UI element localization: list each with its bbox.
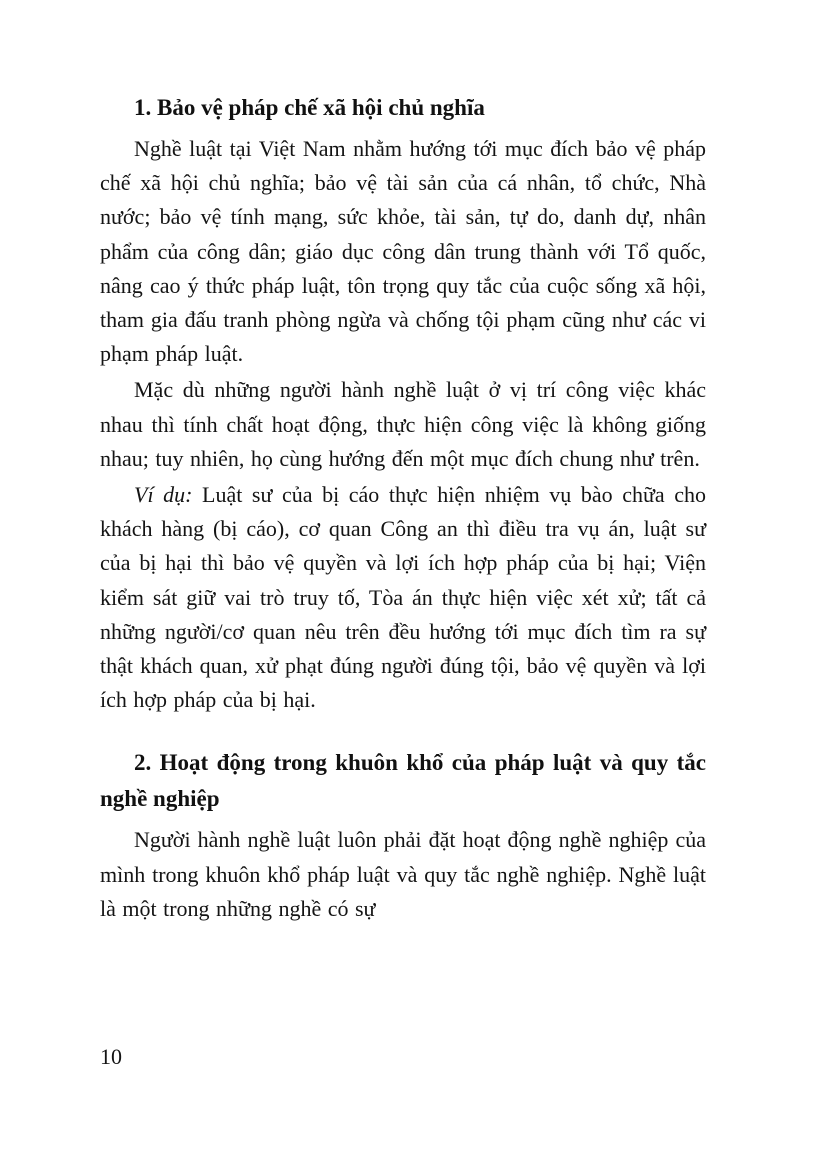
section-heading-2: 2. Hoạt động trong khuôn khổ của pháp luật và quy tắc nghề nghiệp	[100, 750, 706, 812]
paragraph	[100, 478, 706, 717]
paragraph-text: Luật sư của bị cáo thực hiện nhiệm vụ bào chữa cho khách hàng (bị cáo), cơ quan Công an thì điều tra vụ án, luật sư của bị hại thì bảo vệ quyền và lợi ích hợp pháp của bị hại; Viện kiểm sát giữ vai trò truy tố, Tòa án thực hiện việc xét xử; tất cả những người/cơ quan nêu trên đều hướng tới mục đích tìm ra sự thật khách quan, xử phạt đúng người đúng tội, bảo vệ quyền và lợi ích hợp pháp của bị hại.	[100, 482, 706, 713]
paragraph: Người hành nghề luật luôn phải đặt hoạt động nghề nghiệp của mình trong khuôn khổ pháp luật và quy tắc nghề nghiệp. Nghề luật là một trong những nghề có sự	[100, 827, 706, 921]
page-number: 10	[100, 1044, 122, 1069]
section-heading-1: 1. Bảo vệ pháp chế xã hội chủ nghĩa	[134, 95, 485, 120]
paragraph: Nghề luật tại Việt Nam nhằm hướng tới mục đích bảo vệ pháp chế xã hội chủ nghĩa; bảo vệ tài sản của cá nhân, tổ chức, Nhà nước; bảo vệ tính mạng, sức khỏe, tài sản, tự do, danh dự, nhân phẩm của công dân; giáo dục công dân trung thành với Tổ quốc, nâng cao ý thức pháp luật, tôn trọng quy tắc của cuộc sống xã hội, tham gia đấu tranh phòng ngừa và chống tội phạm cũng như các vi phạm pháp luật.	[100, 136, 706, 367]
paragraph-lead-italic: Ví dụ:	[134, 482, 193, 508]
paragraph: Mặc dù những người hành nghề luật ở vị trí công việc khác nhau thì tính chất hoạt động, thực hiện công việc là không giống nhau; tuy nhiên, họ cùng hướng đến một mục đích chung như trên.	[100, 377, 706, 471]
